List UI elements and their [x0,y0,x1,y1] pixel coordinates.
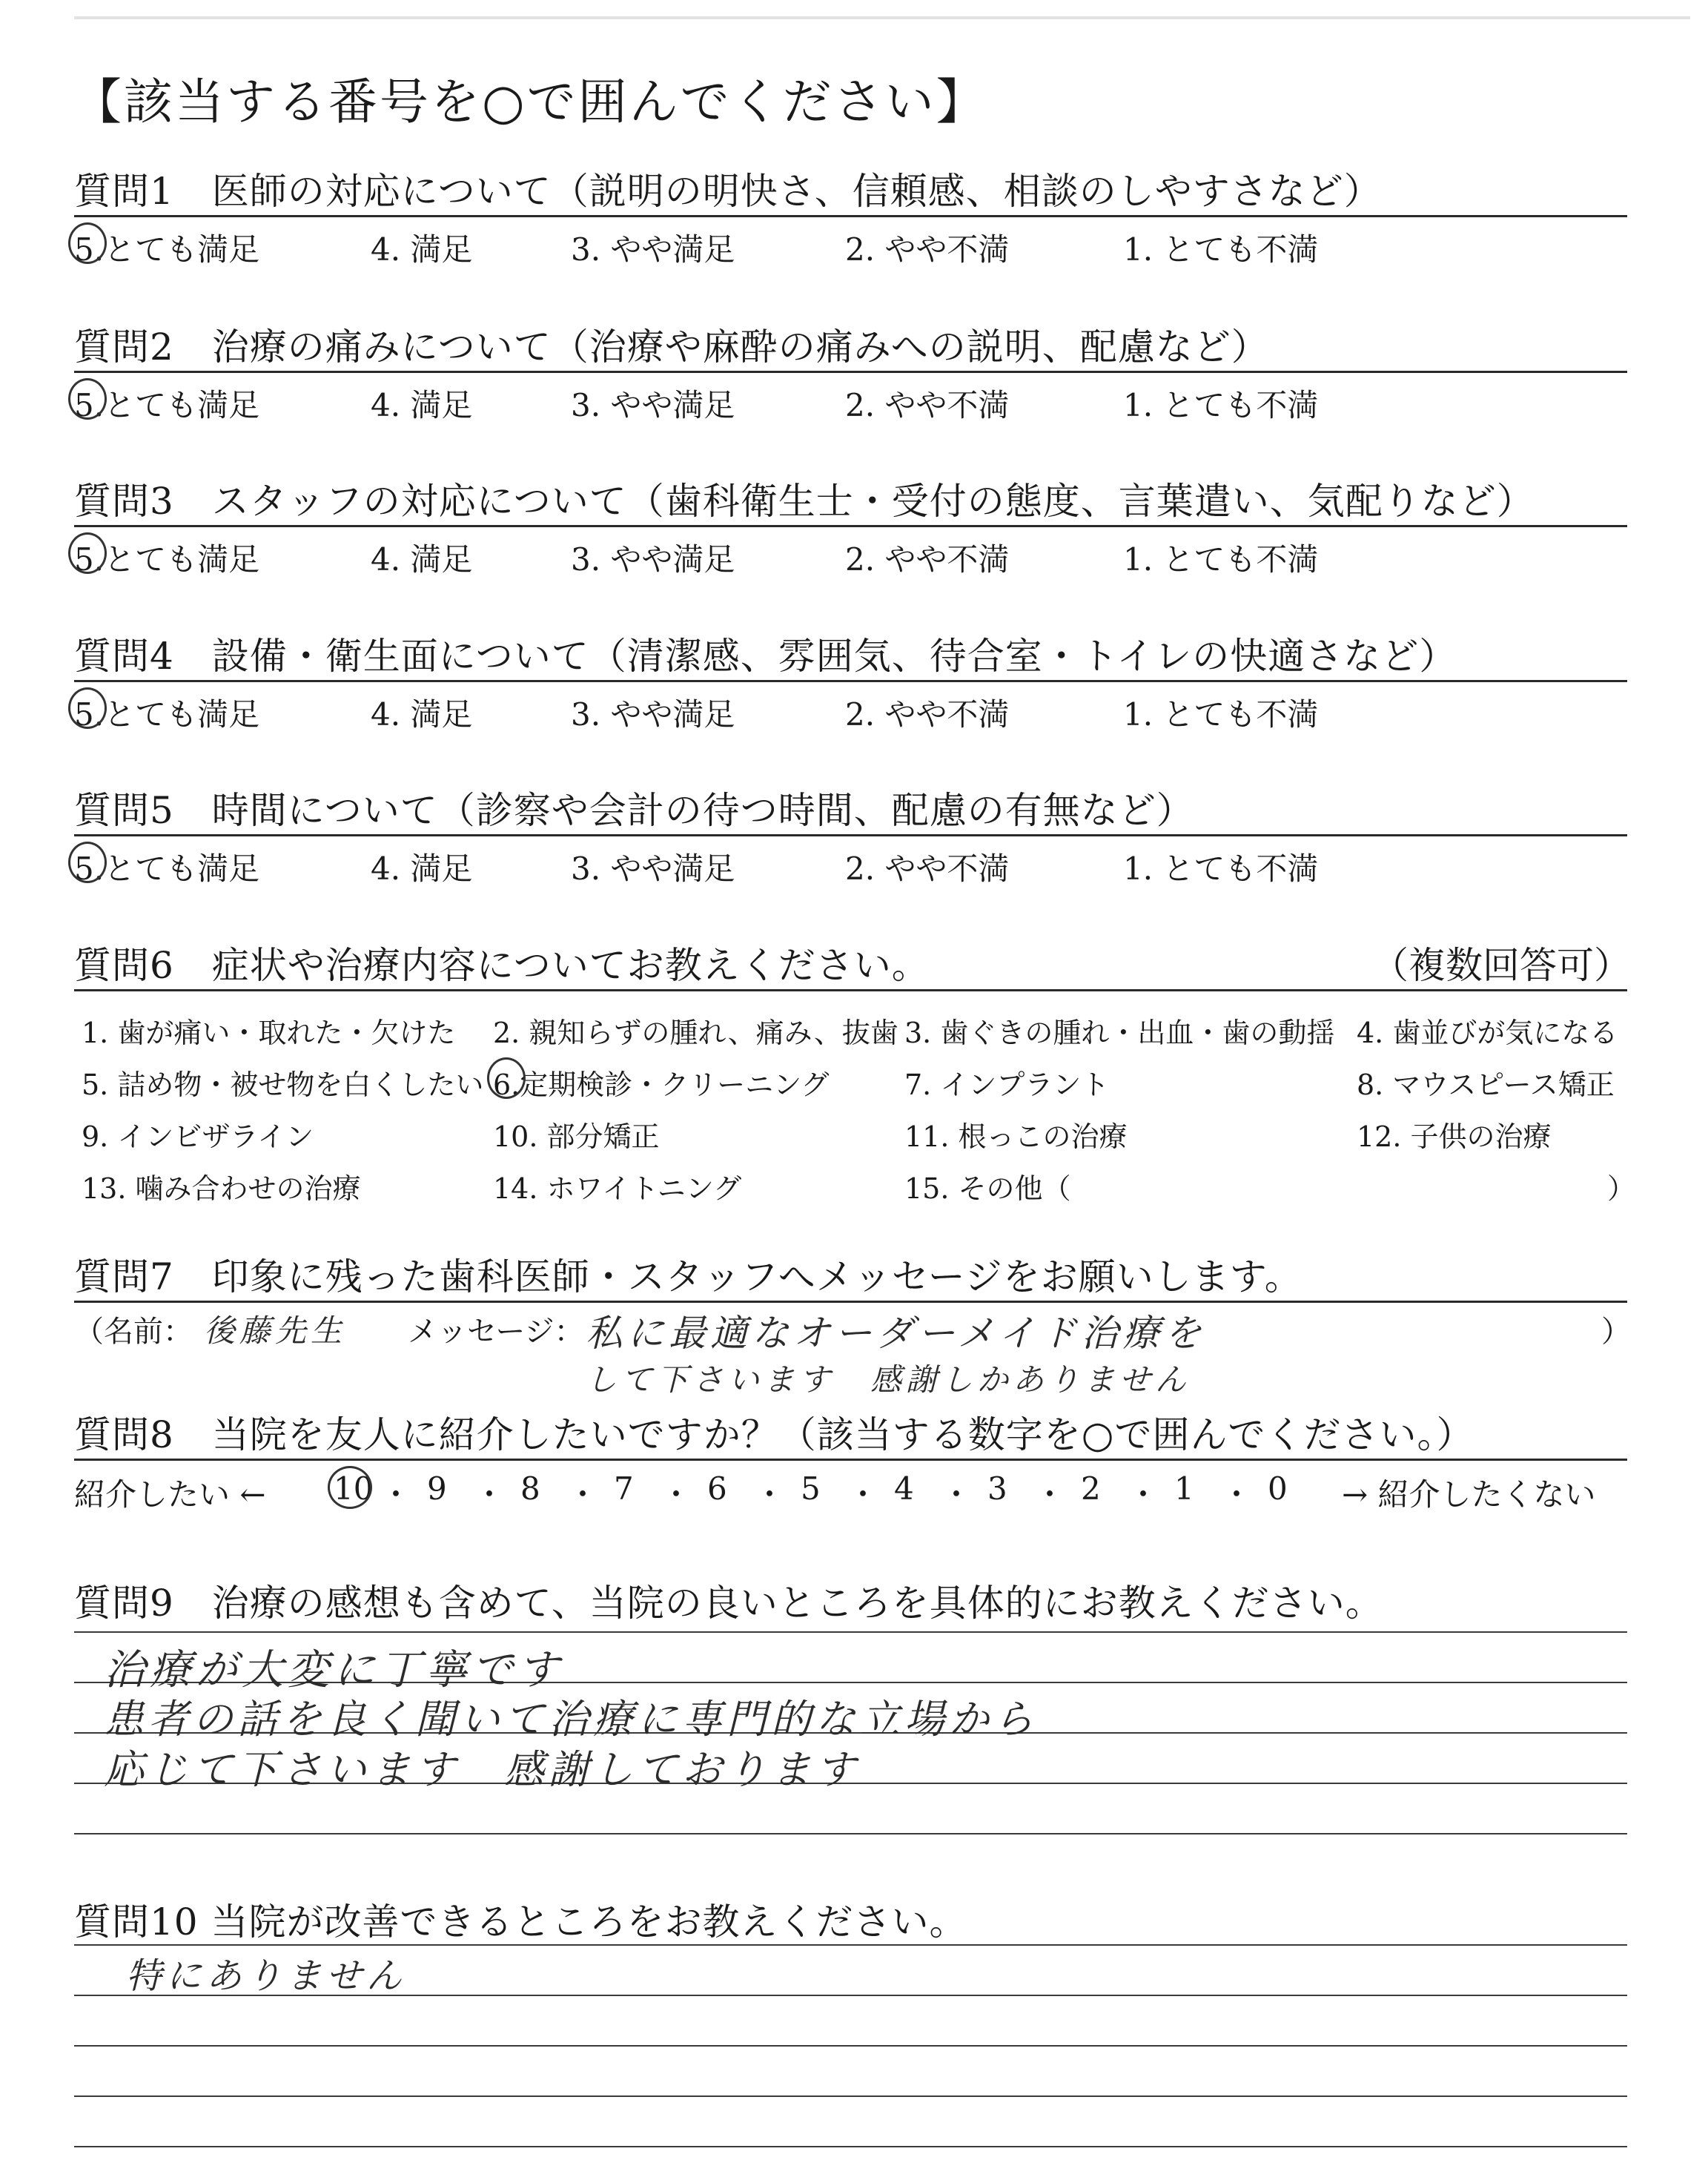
symptom-option-14[interactable]: 14. ホワイトニング [493,1172,742,1205]
question-9-title: 質問9 治療の感想も含めて、当院の良いところを具体的にお教えください。 [74,1582,1383,1625]
selected-circle-mark [68,532,107,574]
answer-line [74,1833,1627,1834]
question-3-title: 質問3 スタッフの対応について（歯科衛生士・受付の態度、言葉遣い、気配りなど） [74,480,1535,523]
question-1-rule [74,215,1627,217]
rating-option-5[interactable]: 5.とても満足 [74,387,260,423]
question-1-title: 質問1 医師の対応について（説明の明快さ、信頼感、相談のしやすさなど） [74,170,1382,213]
q10-answer-line-1: 特にありません [126,1955,407,1997]
symptom-option-5[interactable]: 5. 詰め物・被せ物を白くしたい [82,1069,484,1101]
symptom-option-13[interactable]: 13. 噛み合わせの治療 [82,1172,361,1205]
rating-option-3[interactable]: 3. やや満足 [571,231,735,268]
selected-circle-mark [68,687,107,729]
rating-option-1[interactable]: 1. とても不満 [1123,541,1319,578]
message-close-paren: ） [1601,1315,1631,1349]
rating-option-4[interactable]: 4. 満足 [371,696,473,733]
rating-option-3[interactable]: 3. やや満足 [571,541,735,578]
symptom-option-9[interactable]: 9. インビザライン [82,1120,314,1153]
scale-separator: ・ [1221,1476,1253,1513]
scale-number-5[interactable]: 5 [801,1470,821,1507]
message-line-1: 私に最適なオーダーメイド治療を [586,1312,1206,1355]
question-3-rule [74,525,1627,527]
rating-option-4[interactable]: 4. 満足 [371,387,473,423]
answer-line [74,2045,1627,2047]
answer-line [74,2146,1627,2147]
question-8-rule [74,1459,1627,1461]
question-5-title: 質問5 時間について（診察や会計の待つ時間、配慮の有無など） [74,789,1194,832]
rating-option-3[interactable]: 3. やや満足 [571,696,735,733]
page-heading: 【該当する番号を○で囲んでください】 [73,73,987,131]
scale-separator: ・ [754,1476,786,1513]
scale-separator: ・ [567,1476,599,1513]
q9-answer-line-1: 治療が大変に丁寧です [104,1646,563,1694]
message-label: メッセージ： [408,1315,584,1349]
multiple-answer-note: （複数回答可） [1371,944,1631,987]
name-value: 後藤先生 [204,1312,347,1349]
question-8 [74,1405,1631,1516]
rating-option-2[interactable]: 2. やや不満 [845,851,1010,887]
rating-option-3[interactable]: 3. やや満足 [571,851,735,887]
selected-circle-mark [68,842,107,883]
scale-number-10[interactable]: 10 [334,1470,374,1507]
symptom-option-15[interactable]: 15. その他（ [904,1172,1071,1205]
rating-option-2[interactable]: 2. やや不満 [845,387,1010,423]
selected-circle-mark [68,222,107,264]
selected-circle-mark [68,378,107,420]
question-2-rule [74,371,1627,373]
rating-option-5[interactable]: 5.とても満足 [74,851,260,887]
other-close-paren: ） [1607,1172,1636,1205]
scale-separator: ・ [474,1476,506,1513]
question-8-title: 質問8 当院を友人に紹介したいですか？（該当する数字を○で囲んでください。） [74,1413,1474,1456]
question-7-title: 質問7 印象に残った歯科医師・スタッフへメッセージをお願いします。 [74,1255,1302,1298]
rating-option-5[interactable]: 5.とても満足 [74,541,260,578]
symptom-option-2[interactable]: 2. 親知らずの腫れ、痛み、抜歯 [493,1017,898,1049]
rating-option-2[interactable]: 2. やや不満 [845,231,1010,268]
symptom-option-12[interactable]: 12. 子供の治療 [1357,1120,1552,1153]
rating-option-1[interactable]: 1. とても不満 [1123,696,1319,733]
rating-option-2[interactable]: 2. やや不満 [845,541,1010,578]
question-7 [74,1247,1631,1403]
question-10-title: 質問10 当院が改善できるところをお教えください。 [74,1900,967,1943]
rating-option-4[interactable]: 4. 満足 [371,231,473,268]
scale-number-1[interactable]: 1 [1174,1470,1194,1507]
scale-separator: ・ [1034,1476,1066,1513]
rating-option-4[interactable]: 4. 満足 [371,851,473,887]
scale-number-4[interactable]: 4 [894,1470,914,1507]
scale-number-7[interactable]: 7 [614,1470,634,1507]
symptom-option-11[interactable]: 11. 根っこの治療 [904,1120,1128,1153]
rating-option-1[interactable]: 1. とても不満 [1123,851,1319,887]
question-4-title: 質問4 設備・衛生面について（清潔感、雰囲気、待合室・トイレの快適さなど） [74,635,1457,678]
scale-number-8[interactable]: 8 [520,1470,540,1507]
message-line-2: して下さいます 感謝しかありません [586,1361,1191,1398]
question-4-rule [74,680,1627,682]
scale-separator: ・ [1128,1476,1159,1513]
rating-option-1[interactable]: 1. とても不満 [1123,387,1319,423]
answer-line [74,1944,1627,1946]
question-5-rule [74,834,1627,836]
scale-number-2[interactable]: 2 [1081,1470,1101,1507]
rating-option-1[interactable]: 1. とても不満 [1123,231,1319,268]
symptom-option-6[interactable]: 6.定期検診・クリーニング [493,1069,830,1101]
rating-option-4[interactable]: 4. 満足 [371,541,473,578]
rating-option-5[interactable]: 5.とても満足 [74,231,260,268]
question-6-rule [74,989,1627,991]
symptom-option-10[interactable]: 10. 部分矯正 [493,1120,660,1153]
question-10 [74,1892,1631,1943]
answer-line [74,1631,1627,1633]
scale-number-0[interactable]: 0 [1268,1470,1288,1507]
rating-option-3[interactable]: 3. やや満足 [571,387,735,423]
recommend-right-label: → 紹介したくない [1342,1476,1596,1513]
recommend-left-label: 紹介したい ← [74,1476,266,1513]
question-6 [74,936,1636,1218]
question-7-rule [74,1301,1627,1303]
scale-number-6[interactable]: 6 [707,1470,727,1507]
rating-option-2[interactable]: 2. やや不満 [845,696,1010,733]
scale-separator: ・ [847,1476,879,1513]
selected-circle-mark [487,1057,526,1099]
rating-option-5[interactable]: 5.とても満足 [74,696,260,733]
scale-separator: ・ [941,1476,973,1513]
scale-number-9[interactable]: 9 [427,1470,447,1507]
answer-line [74,2095,1627,2097]
scale-separator: ・ [661,1476,692,1513]
top-border [74,16,1690,19]
question-6-title: 質問6 症状や治療内容についてお教えください。 [74,944,930,987]
symptom-option-8[interactable]: 8. マウスピース矯正 [1357,1069,1615,1101]
selected-circle-mark [328,1466,372,1509]
scale-number-3[interactable]: 3 [987,1470,1007,1507]
symptom-option-7[interactable]: 7. インプラント [904,1069,1110,1101]
q9-answer-line-2: 患者の話を良く聞いて治療に専門的な立場から [104,1696,1038,1743]
symptom-option-4[interactable]: 4. 歯並びが気になる [1357,1017,1618,1049]
question-2-title: 質問2 治療の痛みについて（治療や麻酔の痛みへの説明、配慮など） [74,326,1269,369]
name-label: （名前： [74,1315,193,1349]
symptom-option-3[interactable]: 3. 歯ぐきの腫れ・出血・歯の動揺 [904,1017,1335,1049]
scale-separator: ・ [380,1476,412,1513]
symptom-option-1[interactable]: 1. 歯が痛い・取れた・欠けた [82,1017,456,1049]
q9-answer-line-3: 応じて下さいます 感謝しております [104,1746,860,1793]
